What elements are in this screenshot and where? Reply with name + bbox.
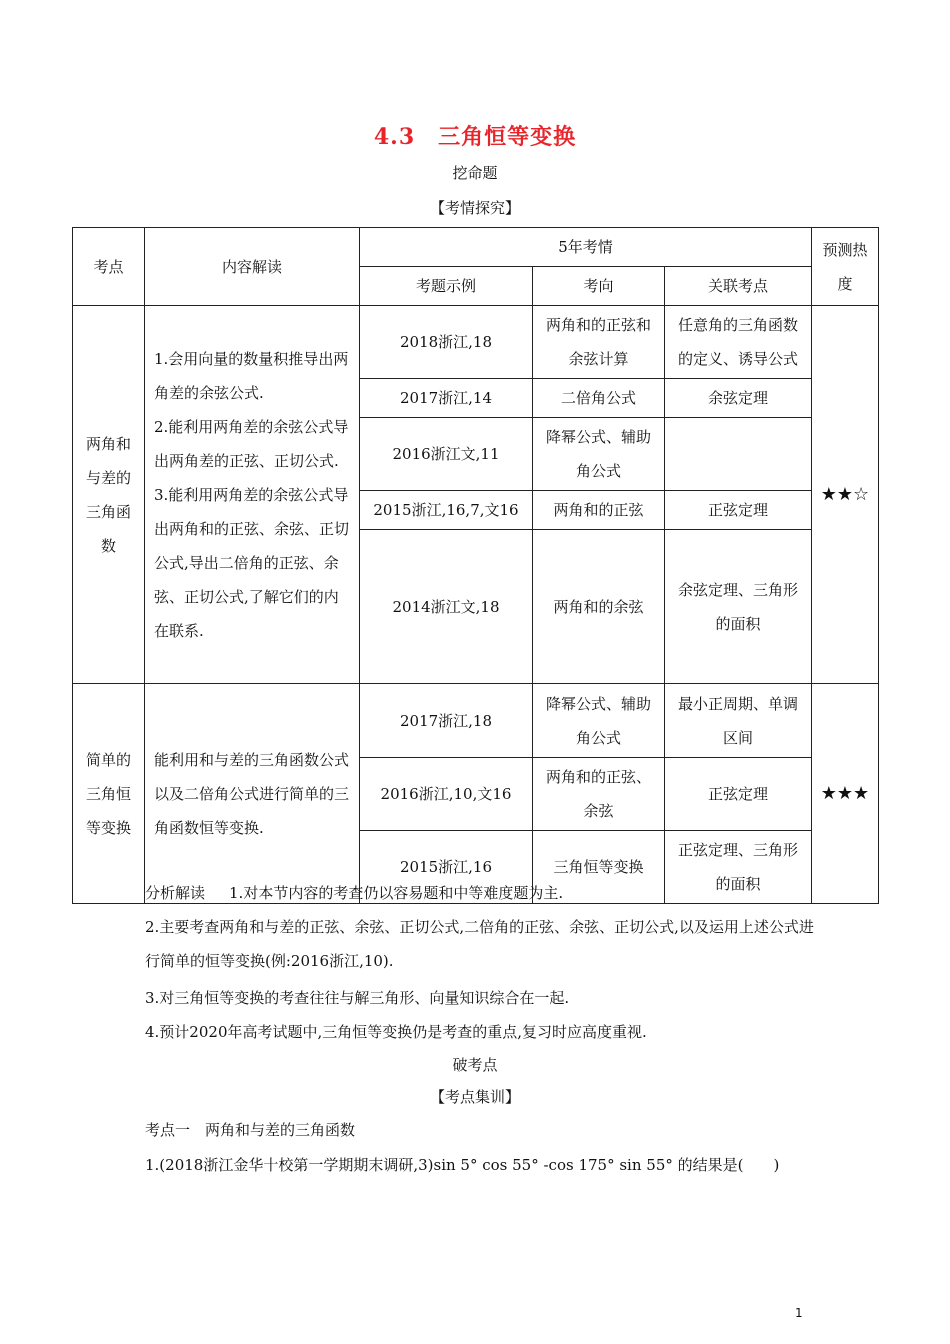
example-cell: 2014浙江文,18: [360, 530, 533, 684]
direction-cell: 两角和的正弦、余弦: [533, 758, 665, 831]
example-cell: 2017浙江,14: [360, 379, 533, 418]
related-cell: [665, 418, 812, 491]
analysis-p1: [145, 876, 825, 910]
section-heading-wa-ming-ti: 挖命题: [452, 164, 498, 182]
analysis-p2: 2.主要考查两角和与差的正弦、余弦、正切公式,二倍角的正弦、余弦、正切公式,以及运用上述公式进行简单的恒等变换(例:2016浙江,10).: [145, 918, 814, 970]
example-cell: 2016浙江,10,文16: [360, 758, 533, 831]
direction-cell: 三角恒等变换: [533, 831, 665, 904]
direction-cell: 两角和的余弦: [533, 530, 665, 684]
kaodian-heading: 考点一 两角和与差的三角函数: [145, 1121, 356, 1139]
analysis-p4: 4.预计2020年高考试题中,三角恒等变换仍是考查的重点,复习时应高度重视.: [145, 1023, 647, 1041]
heat-rating: ★★★: [812, 684, 879, 904]
page-number: 1: [795, 1306, 803, 1320]
direction-cell: 降幂公式、辅助角公式: [533, 684, 665, 758]
header-five-year: 5年考情: [360, 228, 812, 267]
exam-analysis-table: [72, 227, 879, 904]
related-cell: 任意角的三角函数的定义、诱导公式: [665, 306, 812, 379]
related-cell: 正弦定理: [665, 758, 812, 831]
section-heading-po-kao-dian: 破考点: [452, 1056, 498, 1074]
header-example: 考题示例: [360, 267, 533, 306]
direction-cell: 二倍角公式: [533, 379, 665, 418]
content-cell: 1.会用向量的数量积推导出两角差的余弦公式. 2.能利用两角差的余弦公式导出两角差的正弦、正切公式. 3.能利用两角差的余弦公式导出两角和的正弦、余弦、正切公式,导出二倍角的正弦、余弦、正切公式,了解它们的内在联系.: [145, 306, 360, 684]
related-cell: 余弦定理、三角形的面积: [665, 530, 812, 684]
header-direction: 考向: [533, 267, 665, 306]
direction-cell: 降幂公式、辅助角公式: [533, 418, 665, 491]
example-cell: 2016浙江文,11: [360, 418, 533, 491]
subsection-heading-kao-qing: 【考情探究】: [429, 199, 520, 217]
direction-cell: 两角和的正弦: [533, 491, 665, 530]
heat-rating: ★★☆: [812, 306, 879, 684]
related-cell: 余弦定理: [665, 379, 812, 418]
header-neirong: 内容解读: [145, 228, 360, 306]
header-related: 关联考点: [665, 267, 812, 306]
related-cell: 最小正周期、单调区间: [665, 684, 812, 758]
example-cell: 2015浙江,16: [360, 831, 533, 904]
page-title: 4.3 三角恒等变换: [373, 124, 577, 150]
analysis-p3: 3.对三角恒等变换的考查往往与解三角形、向量知识综合在一起.: [145, 989, 570, 1007]
related-cell: 正弦定理、三角形的面积: [665, 831, 812, 904]
example-cell: 2015浙江,16,7,文16: [360, 491, 533, 530]
header-kaodian: 考点: [73, 228, 145, 306]
analysis-label: 分析解读: [145, 884, 206, 902]
content-cell: 能利用和与差的三角函数公式以及二倍角公式进行简单的三角函数恒等变换.: [145, 684, 360, 904]
subsection-heading-ji-xun: 【考点集训】: [429, 1088, 520, 1106]
example-cell: 2017浙江,18: [360, 684, 533, 758]
analysis-text-1: 1.对本节内容的考查仍以容易题和中等难度题为主.: [229, 884, 564, 902]
example-cell: 2018浙江,18: [360, 306, 533, 379]
related-cell: 正弦定理: [665, 491, 812, 530]
direction-cell: 两角和的正弦和余弦计算: [533, 306, 665, 379]
topic-cell: 简单的三角恒等变换: [73, 684, 145, 904]
topic-cell: 两角和与差的三角函数: [73, 306, 145, 684]
question-1: 1.(2018浙江金华十校第一学期期末调研,3)sin 5° cos 55° -cos 175° sin 55° 的结果是( ): [145, 1156, 780, 1174]
header-heat: 预测热度: [812, 228, 879, 306]
